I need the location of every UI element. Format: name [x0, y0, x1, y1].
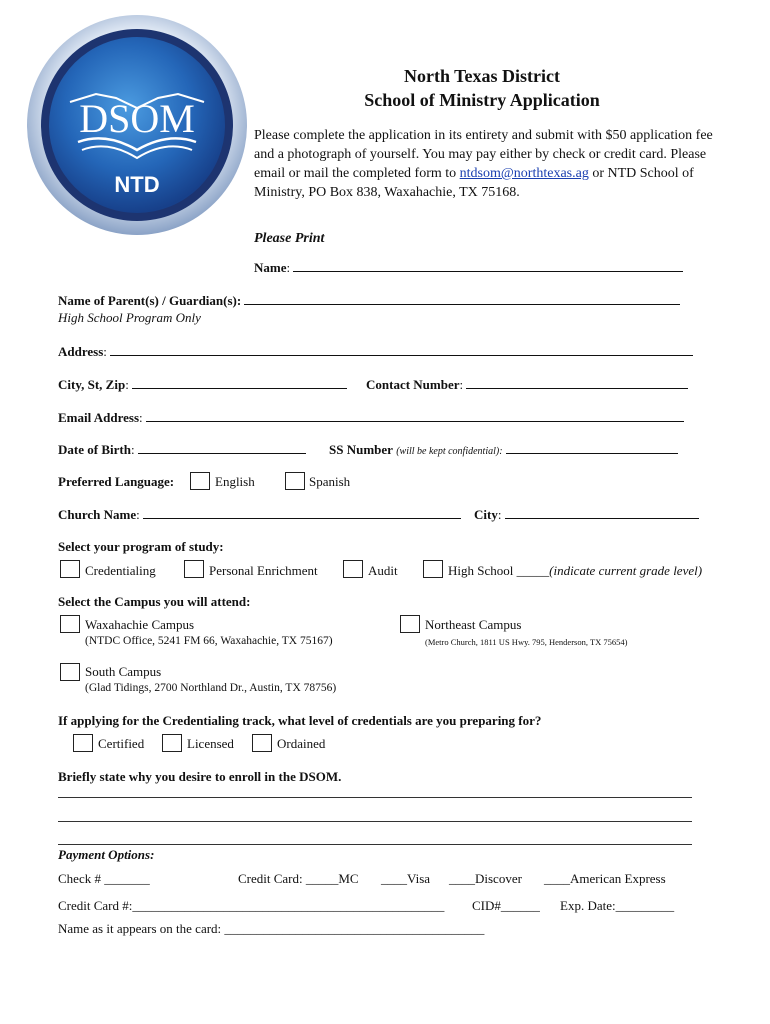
certified-label: Certified [98, 736, 145, 751]
personal-enrichment-checkbox[interactable] [184, 560, 204, 578]
high-school-checkbox[interactable] [423, 560, 443, 578]
spanish-checkbox[interactable] [285, 472, 305, 490]
why-answer-line-1[interactable] [58, 797, 692, 798]
south-campus-checkbox[interactable] [60, 663, 80, 681]
church-city-field[interactable]: City: [474, 506, 699, 523]
northeast-campus-address: (Metro Church, 1811 US Hwy. 795, Henderson, TX 75654) [425, 637, 628, 647]
logo-subtext: NTD [114, 172, 160, 197]
date-of-birth-field[interactable]: Date of Birth: [58, 441, 306, 458]
discover-option[interactable]: ____Discover [449, 871, 522, 886]
credentials-heading: If applying for the Credentialing track, what level of credentials are you preparing for? [58, 713, 542, 728]
program-heading: Select your program of study: [58, 539, 224, 554]
visa-option[interactable]: ____Visa [381, 871, 431, 886]
credentialing-label: Credentialing [85, 563, 156, 578]
amex-option[interactable]: ____American Express [544, 871, 666, 886]
ss-number-field[interactable]: SS Number (will be kept confidential): [329, 441, 678, 458]
please-print: Please Print [254, 231, 325, 246]
payment-heading: Payment Options: [58, 847, 155, 862]
email-address-field[interactable]: Email Address: [58, 409, 684, 426]
english-checkbox[interactable] [190, 472, 210, 490]
personal-enrichment-label: Personal Enrichment [209, 563, 318, 578]
why-answer-line-3[interactable] [58, 844, 692, 845]
title-line-1: North Texas District [404, 66, 560, 86]
certified-checkbox[interactable] [73, 734, 93, 752]
waxahachie-campus-label: Waxahachie Campus [85, 617, 195, 632]
expiration-date-field[interactable]: Exp. Date:_________ [560, 898, 675, 913]
email-link[interactable]: ntdsom@northtexas.ag [459, 166, 589, 181]
waxahachie-campus-address: (NTDC Office, 5241 FM 66, Waxahachie, TX 75167) [85, 635, 333, 647]
campus-heading: Select the Campus you will attend: [58, 594, 251, 609]
name-on-card-field[interactable]: Name as it appears on the card: ________________________________________ [58, 921, 485, 936]
parents-field[interactable]: Name of Parent(s) / Guardian(s): [58, 292, 680, 309]
spanish-label: Spanish [309, 474, 351, 489]
contact-number-field[interactable]: Contact Number: [366, 376, 688, 393]
name-field[interactable]: Name: [254, 259, 683, 276]
why-heading: Briefly state why you desire to enroll in the DSOM. [58, 769, 342, 784]
check-number-field[interactable]: Check # _______ [58, 871, 150, 886]
english-label: English [215, 474, 255, 489]
south-campus-address: (Glad Tidings, 2700 Northland Dr., Austin, TX 78756) [85, 682, 337, 694]
south-campus-label: South Campus [85, 664, 162, 679]
ordained-checkbox[interactable] [252, 734, 272, 752]
waxahachie-campus-checkbox[interactable] [60, 615, 80, 633]
high-school-label: High School _____(indicate current grade level) [448, 563, 703, 578]
title-line-2: School of Ministry Application [364, 90, 600, 110]
licensed-checkbox[interactable] [162, 734, 182, 752]
audit-label: Audit [368, 563, 398, 578]
city-state-zip-field[interactable]: City, St, Zip: [58, 376, 347, 393]
dsom-logo [26, 14, 248, 236]
northeast-campus-checkbox[interactable] [400, 615, 420, 633]
licensed-label: Licensed [187, 736, 234, 751]
credentialing-checkbox[interactable] [60, 560, 80, 578]
logo-text: DSOM [79, 96, 195, 141]
address-field[interactable]: Address: [58, 343, 693, 360]
cid-field[interactable]: CID#______ [472, 898, 540, 913]
why-answer-line-2[interactable] [58, 821, 692, 822]
intro-text: Please complete the application in its entirety and submit with $50 application fee and a photograph of yourself. You may pay either by check or credit card. Please email or mail the completed form to ntdsom@northtexas.ag or NTD School of Ministry, PO Box 838, Waxahachie, TX 75168. [254, 128, 713, 200]
northeast-campus-label: Northeast Campus [425, 617, 522, 632]
mc-option[interactable]: Credit Card: _____MC [238, 871, 359, 886]
credit-card-number-field[interactable]: Credit Card #:________________________________________________ [58, 898, 445, 913]
audit-checkbox[interactable] [343, 560, 363, 578]
parents-note: High School Program Only [58, 310, 201, 325]
church-name-field[interactable]: Church Name: [58, 506, 461, 523]
preferred-language-label: Preferred Language: [58, 474, 175, 489]
ordained-label: Ordained [277, 736, 326, 751]
